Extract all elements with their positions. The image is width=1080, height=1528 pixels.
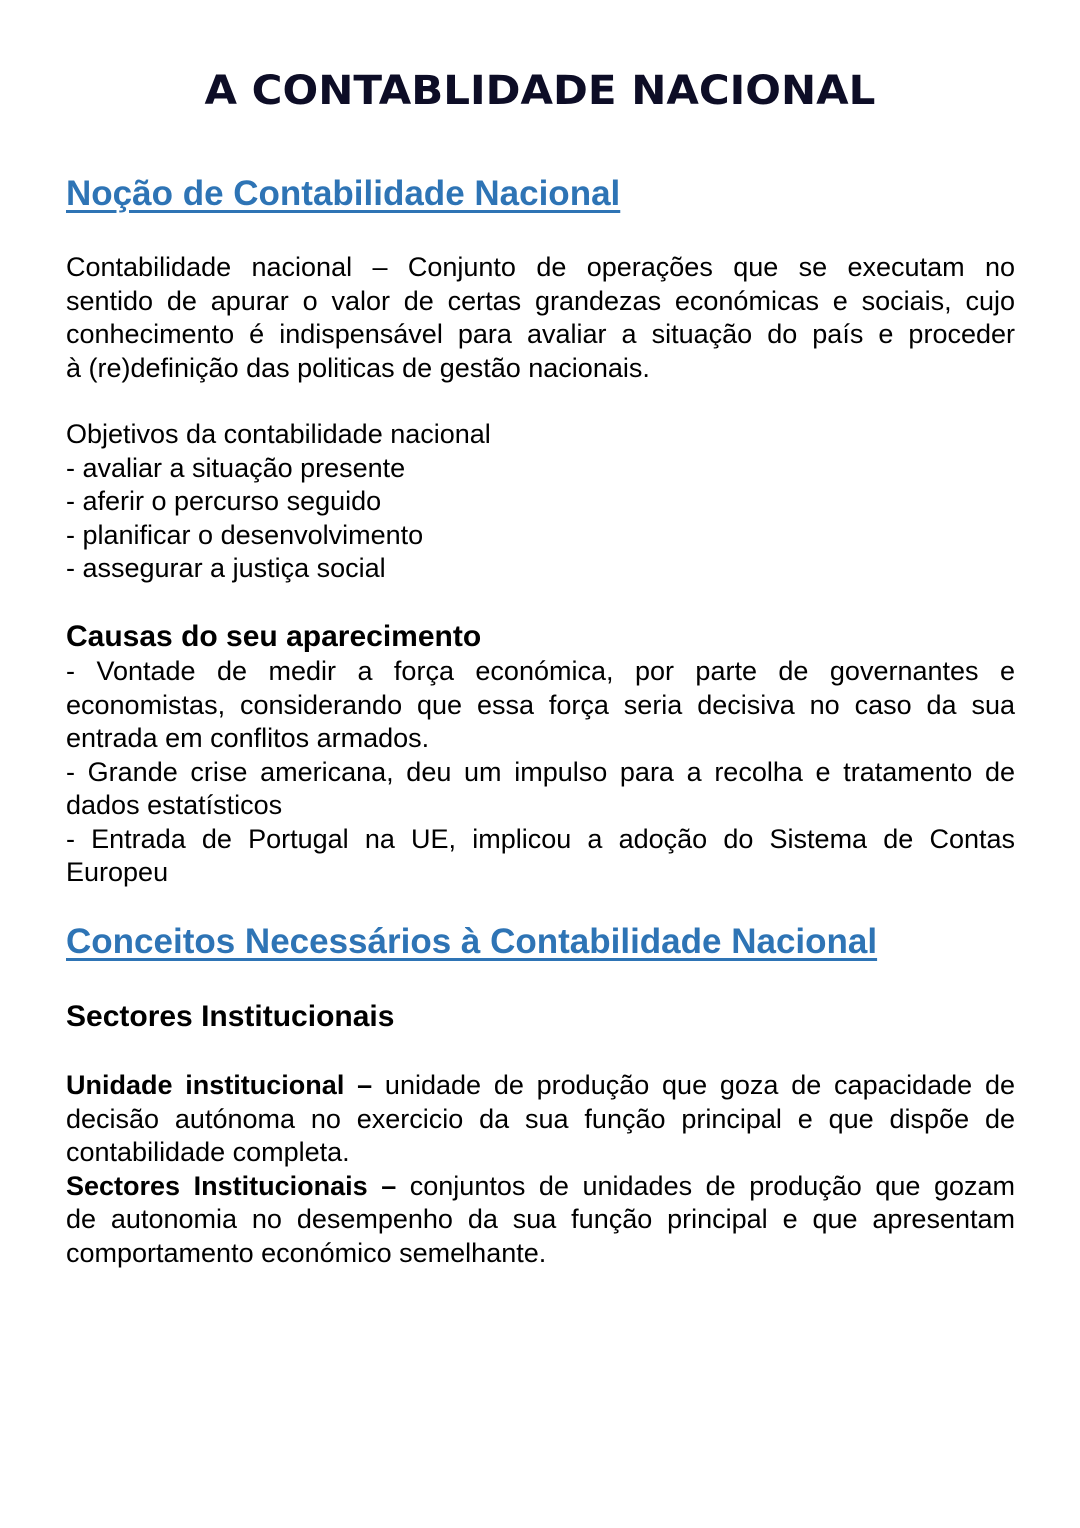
text-line: dados estatísticos (66, 790, 283, 820)
definitions-paragraph (66, 1069, 1015, 1270)
text-line (66, 1069, 1015, 1103)
text-line: sentido de apurar o valor de certas grandezas económicas e sociais, cujo (66, 285, 1015, 316)
text-line: Contabilidade nacional – Conjunto de operações que se executam no (66, 252, 1015, 282)
sectors-subheading: Sectores Institucionais (66, 1000, 395, 1033)
text-line: - Grande crise americana, deu um impulso para a recolha e tratamento de (66, 756, 1015, 787)
text-line: comportamento económico semelhante. (66, 1237, 547, 1268)
term-sectores: Sectores Institucionais – (66, 1170, 397, 1201)
list-item: - aferir o percurso seguido (66, 486, 382, 516)
text-line: economistas, considerando que essa força seria decisiva no caso da sua (66, 689, 1015, 720)
text-span: conjuntos de unidades de produção que gozam (396, 1170, 1015, 1201)
text-line: entrada em conflitos armados. (66, 723, 430, 753)
list-item: - planificar o desenvolvimento (66, 519, 424, 550)
term-unidade: Unidade institucional – (66, 1070, 373, 1100)
causes-paragraph (66, 655, 1015, 890)
causes-heading: Causas do seu aparecimento (66, 620, 482, 653)
objectives-title: Objetivos da contabilidade nacional (66, 419, 491, 449)
text-line: de autonomia no desempenho da sua função principal e que apresentam (66, 1204, 1015, 1234)
text-line: contabilidade completa. (66, 1137, 350, 1167)
section-heading-conceitos: Conceitos Necessários à Contabilidade Nacional (66, 922, 878, 961)
page-title: A CONTABLIDADE NACIONAL (204, 68, 876, 114)
definition-paragraph (66, 251, 1015, 385)
text-line: - Entrada de Portugal na UE, implicou a adoção do Sistema de Contas (66, 823, 1015, 854)
list-item: - assegurar a justiça social (66, 553, 386, 583)
text-line (66, 1170, 1015, 1204)
section-heading-nocao: Noção de Contabilidade Nacional (66, 174, 621, 213)
text-span: unidade de produção que goza de capacidade de (372, 1070, 1016, 1100)
list-item: - avaliar a situação presente (66, 452, 406, 483)
text-line: decisão autónoma no exercicio da sua função principal e que dispõe de (66, 1103, 1015, 1134)
text-line: à (re)definição das politicas de gestão nacionais. (66, 352, 650, 383)
text-line: - Vontade de medir a força económica, por parte de governantes e (66, 656, 1015, 686)
objectives-list (66, 418, 1015, 586)
text-line: conhecimento é indispensável para avaliar a situação do país e proceder (66, 319, 1015, 349)
text-line: Europeu (66, 857, 169, 887)
